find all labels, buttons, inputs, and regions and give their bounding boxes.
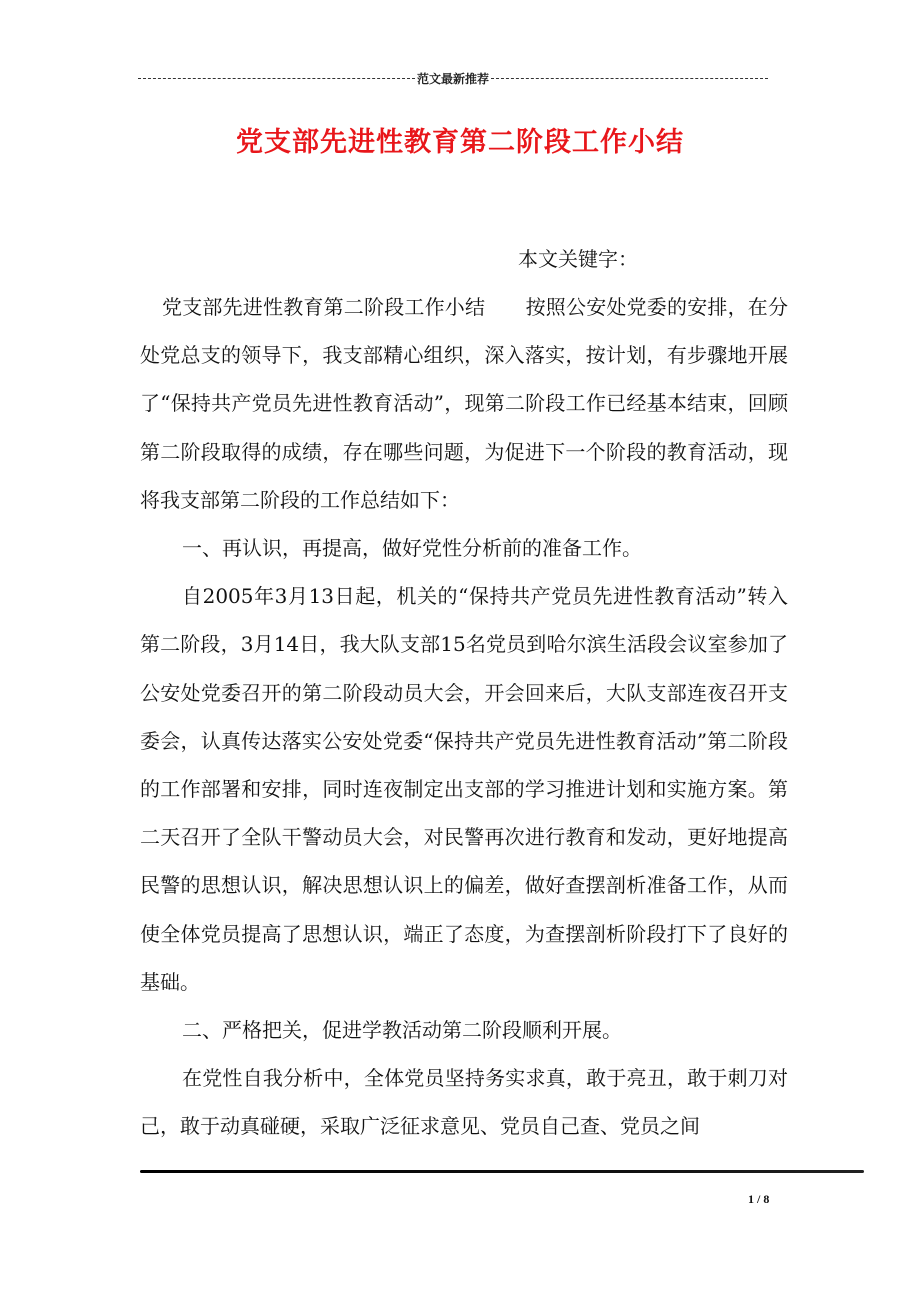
section-heading-1: 一、再认识，再提高，做好党性分析前的准备工作。 <box>182 536 642 561</box>
paragraph-section-2: 在党性自我分析中，全体党员坚持务实求真，敢于亮丑，敢于刺刀对己，敢于动真碰硬，采取广泛征求意见、党员自己查、党员之间 <box>140 1066 788 1139</box>
page-number: 1 / 8 <box>748 1192 770 1206</box>
keyword-line: 本文关键字： <box>518 247 638 271</box>
header-rule-left <box>138 78 415 79</box>
header-label: 范文最新推荐 <box>417 71 490 86</box>
document-title: 党支部先进性教育第二阶段工作小结 <box>236 127 684 158</box>
paragraph-section-1: 自2005年3月13日起，机关的“保持共产党员先进性教育活动”转入第二阶段，3月14日，我大队支部15名党员到哈尔滨生活段会议室参加了公安处党委召开的第二阶段动员大会，开会回来后，大队支部连夜召开支委会，认真传达落实公安处党委“保持共产党员先进性教育活动”第二阶段的工作部署和安排，同时连夜制定出支部的学习推进计划和实施方案。第二天召开了全队干警动员大会，对民警再次进行教育和发动，更好地提高民警的思想认识，解决思想认识上的偏差，做好查摆剖析准备工作，从而使全体党员提高了思想认识，端正了态度，为查摆剖析阶段打下了良好的基础。 <box>140 584 788 994</box>
header-rule-right <box>491 78 768 79</box>
document-body <box>140 283 788 1151</box>
footer-rule <box>140 1170 864 1173</box>
section-heading-2: 二、严格把关，促进学教活动第二阶段顺利开展。 <box>182 1018 622 1043</box>
page-header <box>138 68 768 88</box>
paragraph-intro: 党支部先进性教育第二阶段工作小结 按照公安处党委的安排，在分处党总支的领导下，我支部精心组织，深入落实，按计划，有步骤地开展了“保持共产党员先进性教育活动”，现第二阶段工作已经基本结束，回顾第二阶段取得的成绩，存在哪些问题，为促进下一个阶段的教育活动，现将我支部第二阶段的工作总结如下： <box>140 295 788 512</box>
